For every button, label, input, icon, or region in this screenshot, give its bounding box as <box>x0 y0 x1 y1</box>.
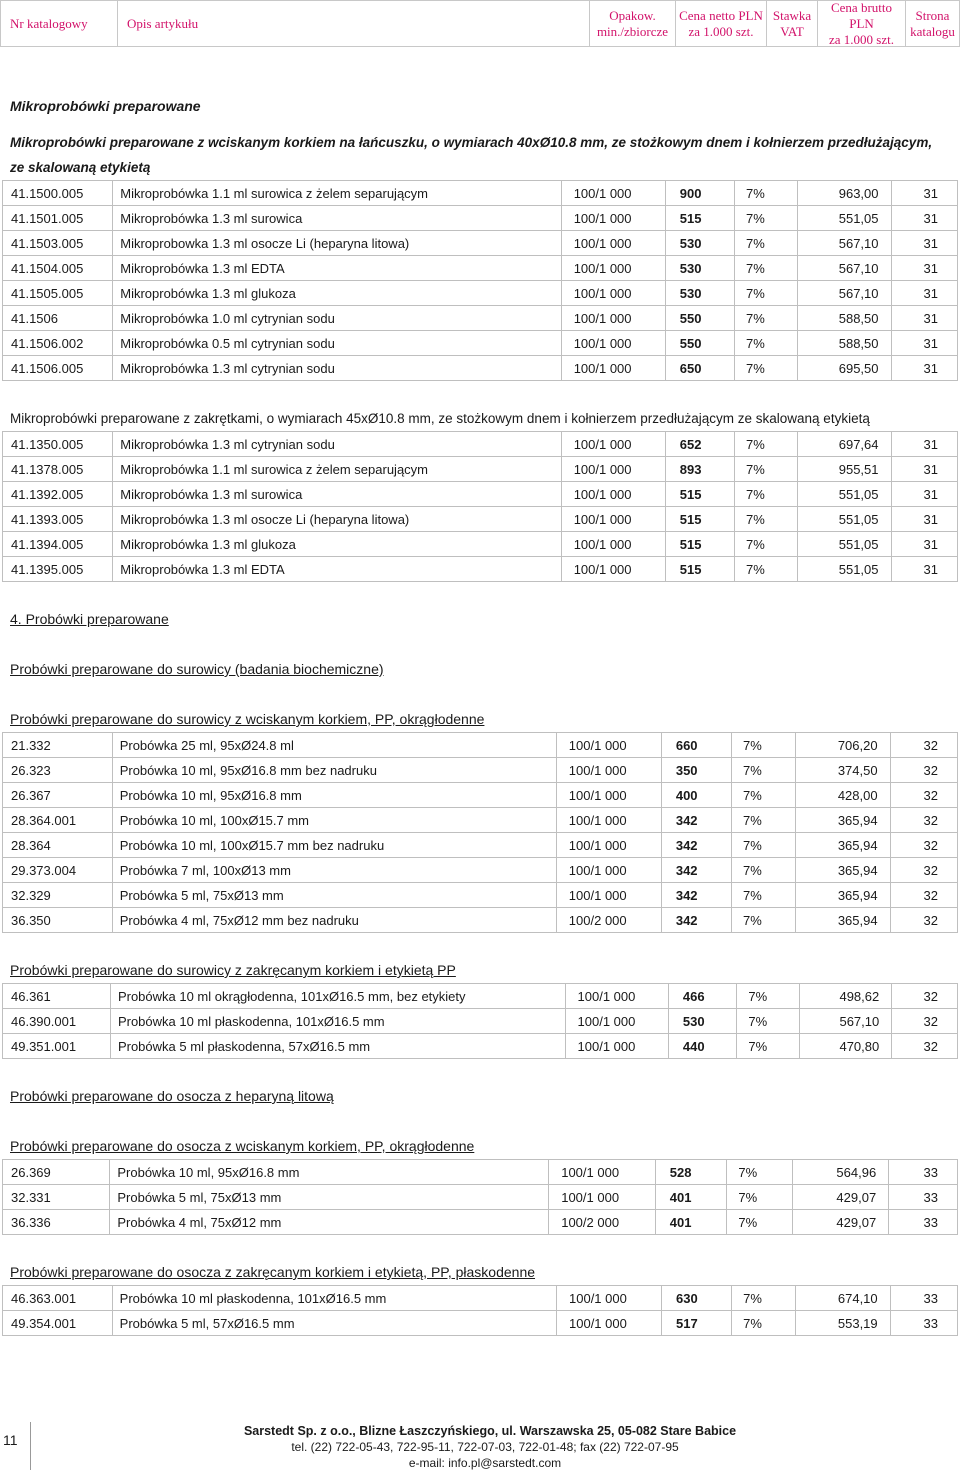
table-row <box>3 1160 958 1185</box>
cell-catalog-number: 28.364.001 <box>3 808 113 833</box>
cell-catalog-page: 32 <box>890 908 957 933</box>
header-catalog-number <box>1 1 118 46</box>
cell-vat-rate: 7% <box>732 1311 796 1336</box>
section-heading: Probówki preparowane do osocza z zakręcanym korkiem i etykietą, PP, płaskodenne <box>10 1264 536 1280</box>
table-row <box>3 482 958 507</box>
cell-catalog-page: 33 <box>890 1286 957 1311</box>
footer-email: e-mail: info.pl@sarstedt.com <box>408 1456 562 1470</box>
cell-vat-rate: 7% <box>735 482 798 507</box>
cell-package: 100/1 000 <box>557 1286 662 1311</box>
cell-gross-price: 588,50 <box>798 306 891 331</box>
cell-description: Mikroprobówka 1.3 ml surowica <box>113 206 561 231</box>
cell-gross-price: 567,10 <box>798 231 891 256</box>
cell-vat-rate: 7% <box>732 1286 796 1311</box>
cell-description: Mikroprobówka 1.3 ml cytrynian sodu <box>113 432 561 457</box>
cell-catalog-number: 41.1506.005 <box>3 356 113 381</box>
cell-package: 100/1 000 <box>549 1185 656 1210</box>
table-row <box>3 858 958 883</box>
cell-package: 100/1 000 <box>556 808 661 833</box>
cell-vat-rate: 7% <box>727 1185 793 1210</box>
cell-net-price: 650 <box>665 356 734 381</box>
cell-net-price: 517 <box>662 1311 732 1336</box>
section-heading: Probówki preparowane do osocza z heparyną litową <box>10 1088 334 1104</box>
table-row <box>3 432 958 457</box>
cell-package: 100/1 000 <box>561 181 665 206</box>
table-row <box>3 808 958 833</box>
cell-vat-rate: 7% <box>732 758 796 783</box>
cell-gross-price: 695,50 <box>798 356 891 381</box>
cell-vat-rate: 7% <box>735 557 798 582</box>
cell-net-price: 515 <box>665 557 734 582</box>
cell-catalog-page: 32 <box>892 1034 958 1059</box>
section-spacer <box>0 582 960 607</box>
cell-catalog-page: 31 <box>891 181 958 206</box>
cell-gross-price: 567,10 <box>798 256 891 281</box>
cell-catalog-number: 41.1506.002 <box>3 331 113 356</box>
cell-gross-price: 365,94 <box>796 858 890 883</box>
cell-gross-price: 706,20 <box>796 733 890 758</box>
header-gross-price <box>818 1 906 46</box>
cell-gross-price: 697,64 <box>798 432 891 457</box>
footer-phone: tel. (22) 722-05-43, 722-95-11, 722-07-03, 722-01-48; fax (22) 722-07-95 <box>291 1440 679 1454</box>
cell-vat-rate: 7% <box>727 1160 793 1185</box>
cell-description: Probówka 5 ml, 57xØ16.5 mm <box>112 1311 556 1336</box>
cell-description: Mikroprobówka 1.0 ml cytrynian sodu <box>113 306 561 331</box>
cell-gross-price: 674,10 <box>796 1286 890 1311</box>
cell-vat-rate: 7% <box>735 206 798 231</box>
header-description <box>118 1 590 46</box>
cell-net-price: 342 <box>661 858 731 883</box>
table-row <box>3 457 958 482</box>
cell-package: 100/1 000 <box>565 1009 668 1034</box>
cell-catalog-number: 41.1378.005 <box>3 457 113 482</box>
cell-net-price: 515 <box>665 482 734 507</box>
subsection-title: Mikroprobówki preparowane z zakrętkami, o wymiarach 45xØ10.8 mm, ze stożkowym dnem i kołnierzem przedłużającym ze skalowaną etykietą <box>10 411 870 426</box>
cell-catalog-page: 32 <box>890 808 957 833</box>
cell-net-price: 401 <box>655 1210 727 1235</box>
cell-catalog-number: 41.1395.005 <box>3 557 113 582</box>
cell-net-price: 530 <box>665 231 734 256</box>
cell-catalog-page: 31 <box>891 331 958 356</box>
cell-package: 100/1 000 <box>561 281 665 306</box>
cell-gross-price: 551,05 <box>798 206 891 231</box>
header-catalog-label: Nr katalogowy <box>10 15 88 31</box>
cell-description: Probówka 5 ml płaskodenna, 57xØ16.5 mm <box>110 1034 565 1059</box>
cell-catalog-page: 32 <box>892 1009 958 1034</box>
cell-gross-price: 567,10 <box>799 1009 891 1034</box>
cell-catalog-number: 26.323 <box>3 758 113 783</box>
cell-net-price: 342 <box>661 833 731 858</box>
cell-package: 100/1 000 <box>561 206 665 231</box>
cell-catalog-page: 32 <box>890 833 957 858</box>
cell-package: 100/1 000 <box>565 1034 668 1059</box>
cell-package: 100/1 000 <box>561 457 665 482</box>
cell-vat-rate: 7% <box>737 1034 800 1059</box>
cell-description: Probówka 7 ml, 100xØ13 mm <box>112 858 556 883</box>
header-package <box>590 1 676 46</box>
cell-vat-rate: 7% <box>732 858 796 883</box>
product-table <box>2 431 958 582</box>
cell-net-price: 515 <box>665 532 734 557</box>
header-page-line2: katalogu <box>910 23 955 39</box>
cell-package: 100/1 000 <box>561 356 665 381</box>
cell-catalog-number: 49.354.001 <box>3 1311 113 1336</box>
cell-description: Mikroprobówka 1.1 ml surowica z żelem separującym <box>113 457 561 482</box>
cell-vat-rate: 7% <box>735 507 798 532</box>
cell-gross-price: 365,94 <box>796 808 890 833</box>
table-row <box>3 758 958 783</box>
cell-catalog-number: 32.329 <box>3 883 113 908</box>
cell-package: 100/1 000 <box>561 507 665 532</box>
cell-catalog-page: 31 <box>891 557 958 582</box>
table-row <box>3 206 958 231</box>
cell-description: Mikroprobówka 1.3 ml glukoza <box>113 281 561 306</box>
cell-package: 100/1 000 <box>561 331 665 356</box>
cell-package: 100/1 000 <box>549 1160 656 1185</box>
cell-description: Probówka 10 ml, 95xØ16.8 mm <box>112 783 556 808</box>
cell-description: Probówka 10 ml płaskodenna, 101xØ16.5 mm <box>112 1286 556 1311</box>
table-row <box>3 1286 958 1311</box>
cell-catalog-page: 33 <box>889 1160 958 1185</box>
cell-catalog-number: 41.1393.005 <box>3 507 113 532</box>
cell-vat-rate: 7% <box>735 181 798 206</box>
cell-catalog-number: 29.373.004 <box>3 858 113 883</box>
cell-description: Mikroprobówka 1.1 ml surowica z żelem separującym <box>113 181 561 206</box>
cell-catalog-page: 32 <box>890 733 957 758</box>
cell-catalog-page: 31 <box>891 281 958 306</box>
section-heading: 4. Probówki preparowane <box>10 611 169 627</box>
footer-company: Sarstedt Sp. z o.o., Blizne Łaszczyńskiego, ul. Warszawska 25, 05-082 Stare Babice <box>243 1424 737 1438</box>
cell-package: 100/1 000 <box>556 783 661 808</box>
cell-description: Mikroprobówka 1.3 ml EDTA <box>113 557 561 582</box>
cell-gross-price: 588,50 <box>798 331 891 356</box>
table-row <box>3 1034 958 1059</box>
cell-description: Probówka 10 ml, 100xØ15.7 mm bez nadruku <box>112 833 556 858</box>
cell-catalog-page: 31 <box>891 206 958 231</box>
cell-catalog-page: 31 <box>891 432 958 457</box>
header-net-line1: Cena netto PLN <box>679 7 763 23</box>
cell-net-price: 550 <box>665 331 734 356</box>
table-row <box>3 1009 958 1034</box>
cell-package: 100/1 000 <box>556 858 661 883</box>
price-list-content <box>0 92 960 1336</box>
table-row <box>3 908 958 933</box>
table-row <box>3 507 958 532</box>
product-table <box>2 1285 958 1336</box>
cell-vat-rate: 7% <box>732 833 796 858</box>
header-gross-line2: za 1.000 szt. <box>829 31 894 47</box>
cell-catalog-page: 33 <box>889 1185 958 1210</box>
cell-catalog-page: 31 <box>891 507 958 532</box>
cell-description: Mikroprobówka 0.5 ml cytrynian sodu <box>113 331 561 356</box>
table-header <box>0 0 960 47</box>
section-heading: Probówki preparowane do surowicy (badania biochemiczne) <box>10 661 384 677</box>
product-table <box>2 1159 958 1235</box>
cell-gross-price: 551,05 <box>798 482 891 507</box>
cell-catalog-number: 41.1505.005 <box>3 281 113 306</box>
cell-vat-rate: 7% <box>735 432 798 457</box>
cell-gross-price: 429,07 <box>793 1185 889 1210</box>
cell-gross-price: 470,80 <box>799 1034 891 1059</box>
header-gross-line1: Cena brutto PLN <box>830 0 892 31</box>
table-row <box>3 883 958 908</box>
cell-catalog-number: 46.361 <box>3 984 111 1009</box>
cell-vat-rate: 7% <box>737 1009 800 1034</box>
cell-package: 100/1 000 <box>561 231 665 256</box>
cell-catalog-number: 36.350 <box>3 908 113 933</box>
section-title: Mikroprobówki preparowane <box>10 98 201 114</box>
cell-package: 100/1 000 <box>557 1311 662 1336</box>
cell-net-price: 630 <box>662 1286 732 1311</box>
cell-net-price: 350 <box>661 758 731 783</box>
cell-catalog-page: 32 <box>892 984 958 1009</box>
cell-gross-price: 553,19 <box>796 1311 890 1336</box>
cell-vat-rate: 7% <box>732 783 796 808</box>
cell-vat-rate: 7% <box>735 532 798 557</box>
cell-description: Probówka 10 ml okrągłodenna, 101xØ16.5 mm, bez etykiety <box>110 984 565 1009</box>
table-row <box>3 532 958 557</box>
section-heading: Probówki preparowane do surowicy z zakręcanym korkiem i etykietą PP <box>10 962 456 978</box>
header-description-label: Opis artykułu <box>127 15 199 31</box>
cell-net-price: 342 <box>661 883 731 908</box>
cell-catalog-number: 36.336 <box>3 1210 110 1235</box>
header-catalog-page <box>906 1 959 46</box>
cell-description: Mikroprobowka 1.3 ml osocze Li (heparyna litowa) <box>113 231 561 256</box>
cell-catalog-number: 41.1504.005 <box>3 256 113 281</box>
cell-package: 100/1 000 <box>561 256 665 281</box>
cell-vat-rate: 7% <box>727 1210 793 1235</box>
cell-catalog-page: 31 <box>891 306 958 331</box>
cell-gross-price: 963,00 <box>798 181 891 206</box>
cell-package: 100/1 000 <box>556 733 661 758</box>
cell-catalog-number: 41.1500.005 <box>3 181 113 206</box>
cell-catalog-page: 33 <box>890 1311 957 1336</box>
cell-vat-rate: 7% <box>732 808 796 833</box>
cell-net-price: 530 <box>665 256 734 281</box>
cell-net-price: 530 <box>665 281 734 306</box>
cell-description: Probówka 10 ml, 100xØ15.7 mm <box>112 808 556 833</box>
cell-package: 100/1 000 <box>561 432 665 457</box>
section-spacer <box>0 632 960 657</box>
cell-package: 100/1 000 <box>561 532 665 557</box>
cell-gross-price: 365,94 <box>796 833 890 858</box>
cell-gross-price: 567,10 <box>798 281 891 306</box>
cell-net-price: 550 <box>665 306 734 331</box>
cell-vat-rate: 7% <box>732 883 796 908</box>
table-row <box>3 306 958 331</box>
cell-net-price: 401 <box>655 1185 727 1210</box>
cell-gross-price: 551,05 <box>798 507 891 532</box>
cell-net-price: 893 <box>665 457 734 482</box>
cell-catalog-page: 32 <box>890 758 957 783</box>
cell-vat-rate: 7% <box>735 231 798 256</box>
header-vat-line1: Stawka <box>772 7 812 23</box>
page-footer <box>0 1418 960 1474</box>
cell-vat-rate: 7% <box>735 256 798 281</box>
cell-net-price: 440 <box>668 1034 737 1059</box>
subsection-title: Mikroprobówki preparowane z wciskanym korkiem na łańcuszku, o wymiarach 40xØ10.8 mm, ze stożkowym dnem i kołnierzem przedłużającym, ze skalowaną etykietą <box>10 135 933 175</box>
cell-gross-price: 374,50 <box>796 758 890 783</box>
cell-description: Mikroprobówka 1.3 ml surowica <box>113 482 561 507</box>
cell-net-price: 515 <box>665 507 734 532</box>
section-heading: Probówki preparowane do osocza z wciskanym korkiem, PP, okrągłodenne <box>10 1138 475 1154</box>
product-table <box>2 180 958 381</box>
cell-package: 100/1 000 <box>556 758 661 783</box>
cell-vat-rate: 7% <box>735 356 798 381</box>
section-spacer <box>0 1109 960 1134</box>
cell-catalog-number: 41.1394.005 <box>3 532 113 557</box>
cell-gross-price: 564,96 <box>793 1160 889 1185</box>
cell-package: 100/2 000 <box>556 908 661 933</box>
section-spacer <box>0 1059 960 1084</box>
section-spacer <box>0 1235 960 1260</box>
cell-package: 100/1 000 <box>565 984 668 1009</box>
cell-vat-rate: 7% <box>735 281 798 306</box>
header-package-line2: min./zbiorcze <box>596 23 669 39</box>
cell-package: 100/2 000 <box>549 1210 656 1235</box>
cell-net-price: 530 <box>668 1009 737 1034</box>
page-number: 11 <box>1 1422 31 1470</box>
section-spacer <box>0 381 960 406</box>
cell-package: 100/1 000 <box>556 883 661 908</box>
section-heading: Probówki preparowane do surowicy z wciskanym korkiem, PP, okrągłodenne <box>10 711 485 727</box>
cell-gross-price: 365,94 <box>796 883 890 908</box>
cell-catalog-number: 41.1506 <box>3 306 113 331</box>
cell-gross-price: 428,00 <box>796 783 890 808</box>
cell-description: Mikroprobówka 1.3 ml cytrynian sodu <box>113 356 561 381</box>
table-row <box>3 331 958 356</box>
cell-description: Probówka 5 ml, 75xØ13 mm <box>110 1185 549 1210</box>
table-row <box>3 1185 958 1210</box>
product-table <box>2 983 958 1059</box>
cell-package: 100/1 000 <box>561 482 665 507</box>
cell-package: 100/1 000 <box>561 306 665 331</box>
cell-catalog-number: 41.1501.005 <box>3 206 113 231</box>
cell-gross-price: 551,05 <box>798 557 891 582</box>
cell-vat-rate: 7% <box>735 331 798 356</box>
cell-description: Probówka 4 ml, 75xØ12 mm bez nadruku <box>112 908 556 933</box>
cell-catalog-number: 32.331 <box>3 1185 110 1210</box>
header-vat-line2: VAT <box>780 23 804 39</box>
table-row <box>3 557 958 582</box>
cell-catalog-page: 32 <box>890 783 957 808</box>
header-package-line1: Opakow. <box>609 7 656 23</box>
header-vat <box>767 1 818 46</box>
section-spacer <box>0 682 960 707</box>
cell-gross-price: 955,51 <box>798 457 891 482</box>
cell-vat-rate: 7% <box>737 984 800 1009</box>
cell-catalog-page: 31 <box>891 457 958 482</box>
table-row <box>3 281 958 306</box>
cell-vat-rate: 7% <box>732 908 796 933</box>
table-row <box>3 733 958 758</box>
cell-catalog-page: 32 <box>890 858 957 883</box>
cell-catalog-page: 31 <box>891 231 958 256</box>
cell-catalog-number: 46.363.001 <box>3 1286 113 1311</box>
cell-net-price: 900 <box>665 181 734 206</box>
cell-catalog-page: 31 <box>891 356 958 381</box>
cell-catalog-number: 21.332 <box>3 733 113 758</box>
cell-catalog-number: 46.390.001 <box>3 1009 111 1034</box>
cell-catalog-number: 26.367 <box>3 783 113 808</box>
cell-gross-price: 551,05 <box>798 532 891 557</box>
cell-catalog-page: 32 <box>890 883 957 908</box>
cell-catalog-number: 41.1350.005 <box>3 432 113 457</box>
table-row <box>3 181 958 206</box>
cell-catalog-number: 28.364 <box>3 833 113 858</box>
table-row <box>3 1311 958 1336</box>
header-net-line2: za 1.000 szt. <box>688 23 754 39</box>
cell-catalog-page: 33 <box>889 1210 958 1235</box>
cell-catalog-number: 41.1392.005 <box>3 482 113 507</box>
cell-description: Mikroprobówka 1.3 ml osocze Li (heparyna litowa) <box>113 507 561 532</box>
cell-net-price: 660 <box>661 733 731 758</box>
cell-net-price: 342 <box>661 808 731 833</box>
cell-catalog-page: 31 <box>891 256 958 281</box>
cell-net-price: 652 <box>665 432 734 457</box>
cell-net-price: 400 <box>661 783 731 808</box>
table-row <box>3 1210 958 1235</box>
cell-net-price: 515 <box>665 206 734 231</box>
header-net-price <box>676 1 767 46</box>
cell-description: Probówka 4 ml, 75xØ12 mm <box>110 1210 549 1235</box>
cell-catalog-number: 26.369 <box>3 1160 110 1185</box>
cell-package: 100/1 000 <box>561 557 665 582</box>
cell-vat-rate: 7% <box>732 733 796 758</box>
cell-gross-price: 365,94 <box>796 908 890 933</box>
cell-catalog-number: 49.351.001 <box>3 1034 111 1059</box>
table-row <box>3 984 958 1009</box>
table-row <box>3 231 958 256</box>
table-row <box>3 256 958 281</box>
cell-vat-rate: 7% <box>735 457 798 482</box>
table-row <box>3 783 958 808</box>
cell-gross-price: 498,62 <box>799 984 891 1009</box>
table-row <box>3 833 958 858</box>
cell-description: Probówka 10 ml, 95xØ16.8 mm <box>110 1160 549 1185</box>
cell-catalog-number: 41.1503.005 <box>3 231 113 256</box>
cell-package: 100/1 000 <box>556 833 661 858</box>
cell-description: Mikroprobówka 1.3 ml EDTA <box>113 256 561 281</box>
section-spacer <box>0 933 960 958</box>
cell-catalog-page: 31 <box>891 532 958 557</box>
cell-gross-price: 429,07 <box>793 1210 889 1235</box>
cell-vat-rate: 7% <box>735 306 798 331</box>
cell-description: Probówka 10 ml, 95xØ16.8 mm bez nadruku <box>112 758 556 783</box>
product-table <box>2 732 958 933</box>
cell-catalog-page: 31 <box>891 482 958 507</box>
cell-description: Probówka 5 ml, 75xØ13 mm <box>112 883 556 908</box>
cell-description: Probówka 10 ml płaskodenna, 101xØ16.5 mm <box>110 1009 565 1034</box>
header-page-line1: Strona <box>915 7 950 23</box>
cell-net-price: 466 <box>668 984 737 1009</box>
table-row <box>3 356 958 381</box>
cell-net-price: 342 <box>661 908 731 933</box>
cell-description: Probówka 25 ml, 95xØ24.8 ml <box>112 733 556 758</box>
cell-description: Mikroprobówka 1.3 ml glukoza <box>113 532 561 557</box>
cell-net-price: 528 <box>655 1160 727 1185</box>
